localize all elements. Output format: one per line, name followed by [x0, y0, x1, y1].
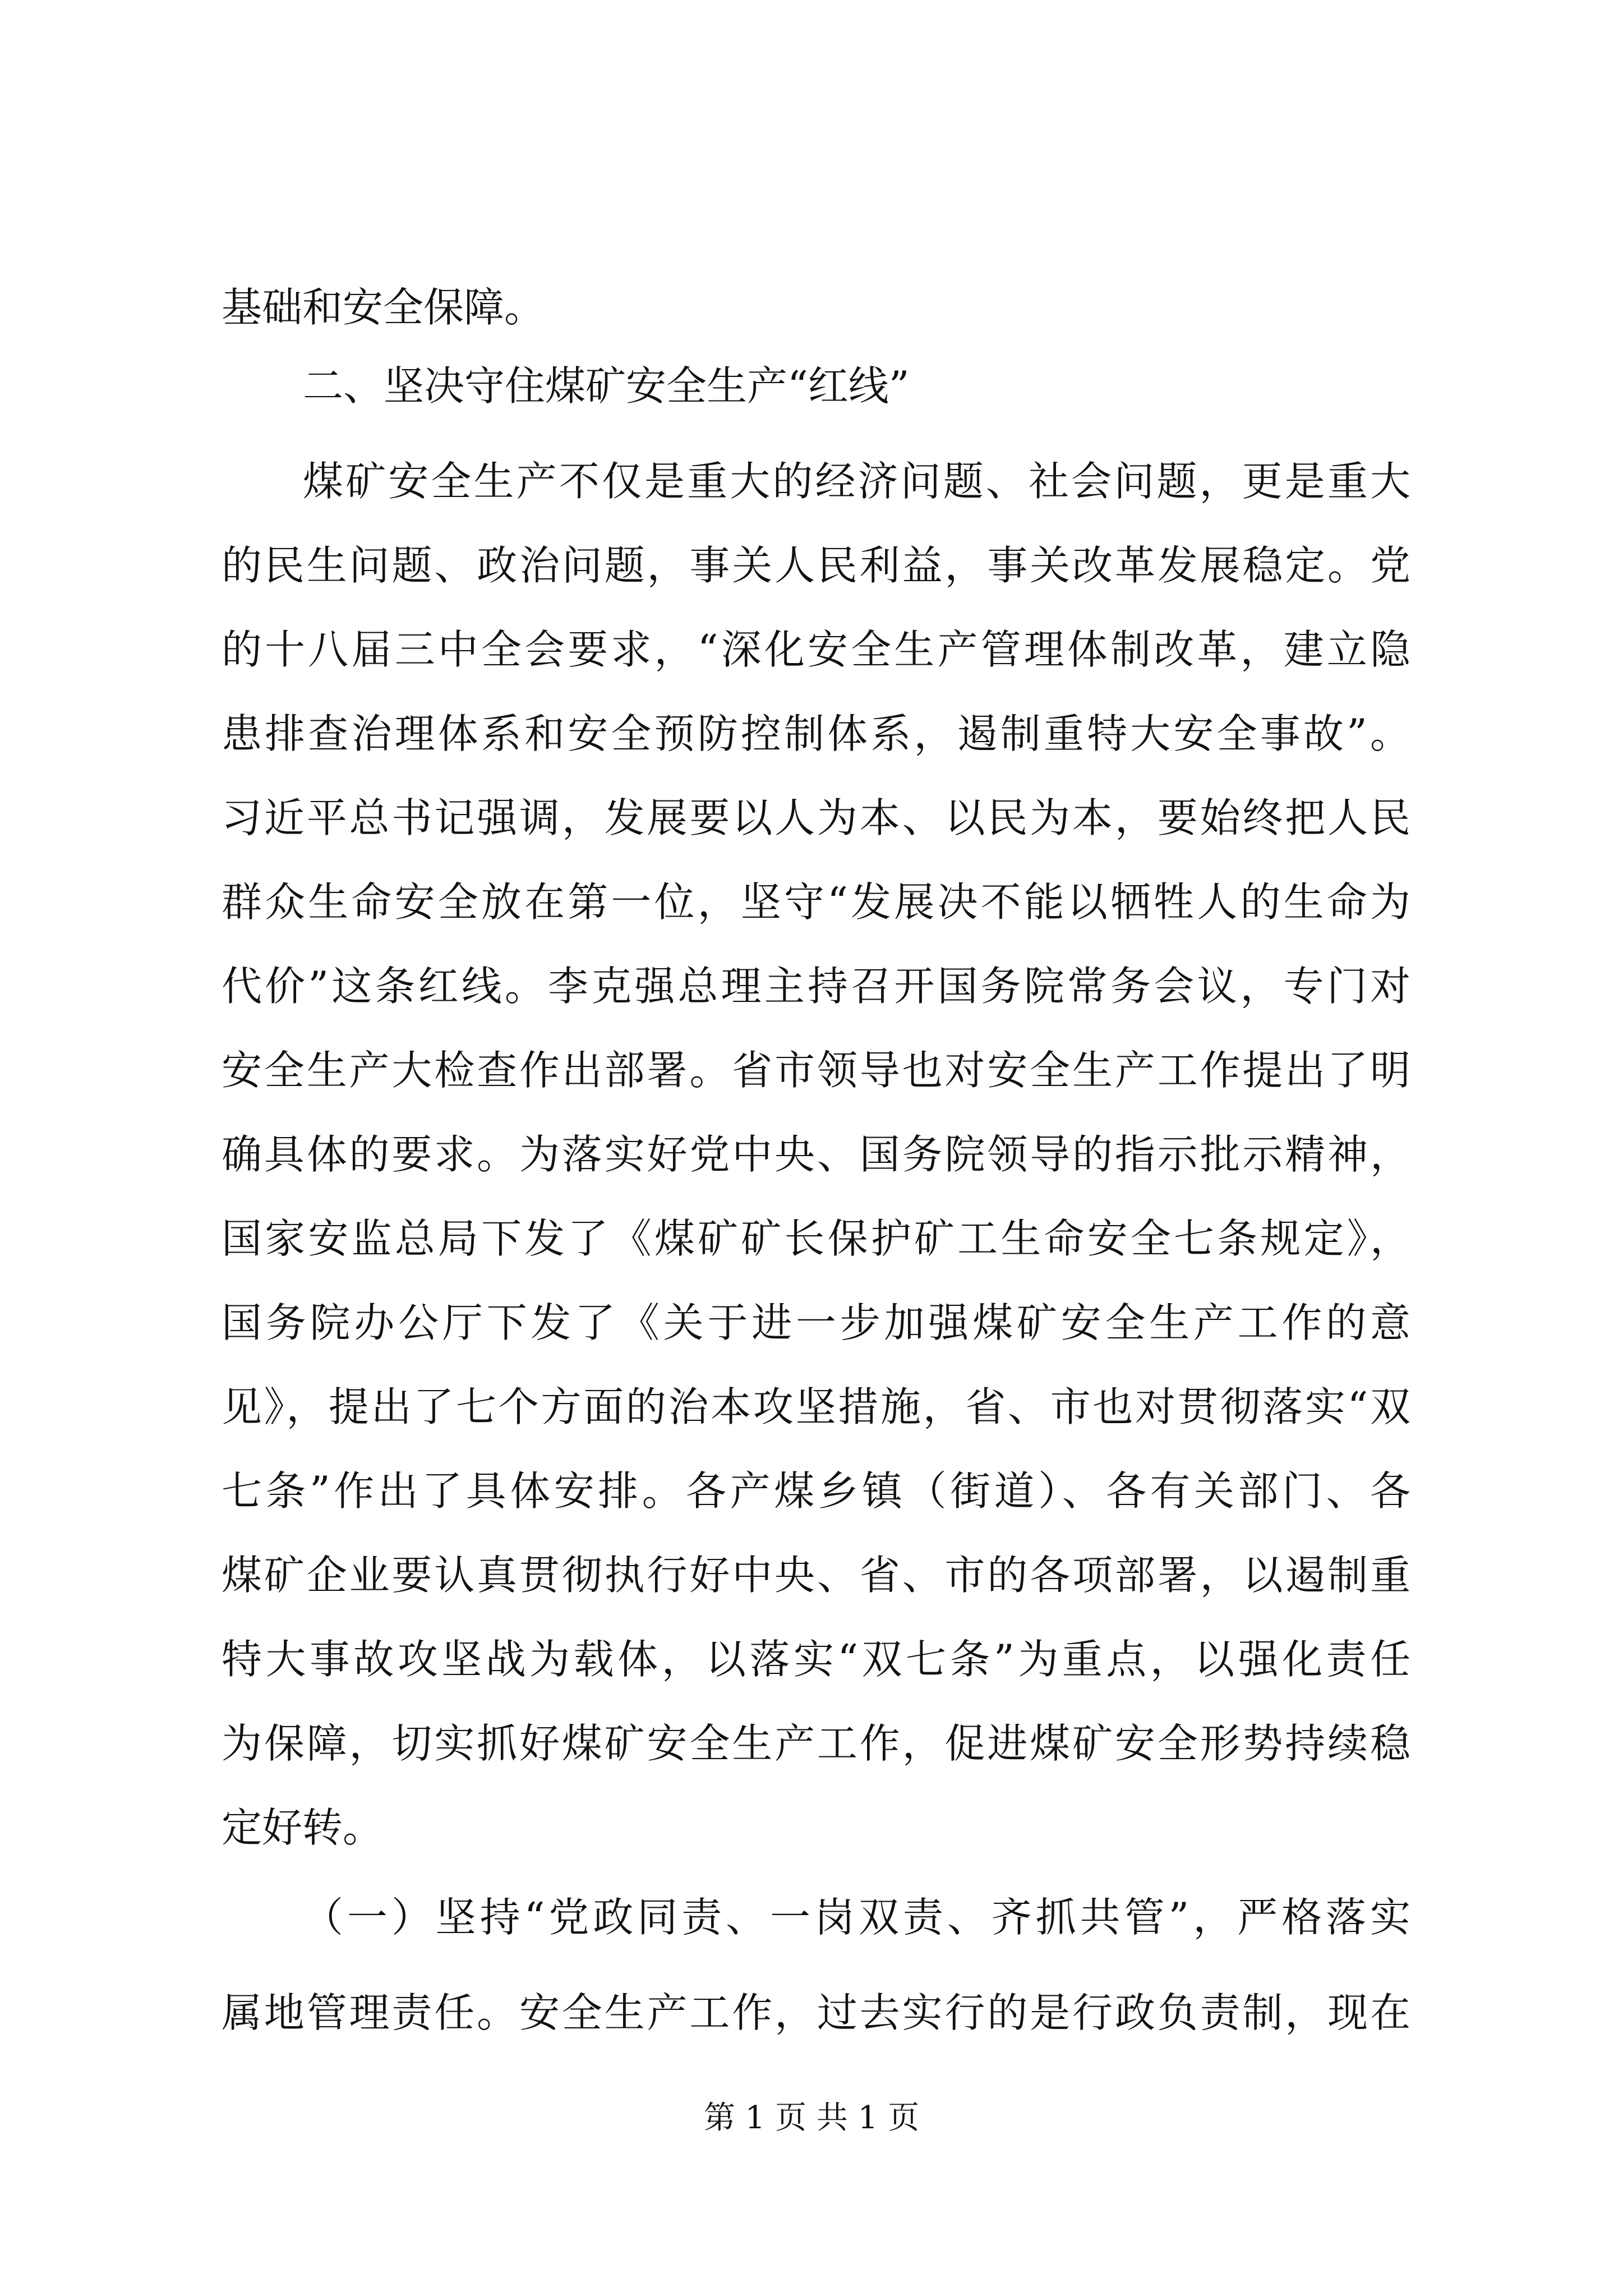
- text-line: 确具体的要求。为落实好党中央、国务院领导的指示批示精神，: [222, 1131, 1410, 1178]
- page-number: 第 1 页 共 1 页: [703, 2100, 920, 2136]
- section-heading: 二、坚决守住煤矿安全生产“红线”: [303, 362, 910, 409]
- text-line: 煤矿企业要认真贯彻执行好中央、省、市的各项部署，以遏制重: [222, 1552, 1410, 1599]
- text-line: 的民生问题、政治问题，事关人民利益，事关改革发展稳定。党: [222, 542, 1410, 589]
- text-line: 为保障，切实抓好煤矿安全生产工作，促进煤矿安全形势持续稳: [222, 1720, 1410, 1767]
- text-line: 代价”这条红线。李克强总理主持召开国务院常务会议，专门对: [222, 963, 1410, 1010]
- text-line: 定好转。: [222, 1804, 384, 1851]
- text-line: 安全生产大检查作出部署。省市领导也对安全生产工作提出了明: [222, 1047, 1410, 1094]
- text-line: 患排查治理体系和安全预防控制体系，遏制重特大安全事故”。: [222, 710, 1410, 757]
- text-line: 七条”作出了具体安排。各产煤乡镇（街道）、各有关部门、各: [222, 1467, 1410, 1515]
- text-line: 煤矿安全生产不仅是重大的经济问题、社会问题，更是重大: [303, 458, 1410, 505]
- text-line: 群众生命安全放在第一位，坚守“发展决不能以牺牲人的生命为: [222, 878, 1410, 926]
- subsection-heading: （一）坚持“党政同责、一岗双责、齐抓共管”，严格落实: [303, 1894, 1410, 1941]
- text-line: 基础和安全保障。: [222, 284, 545, 331]
- text-line: 国务院办公厅下发了《关于进一步加强煤矿安全生产工作的意: [222, 1299, 1410, 1346]
- text-line: 见》，提出了七个方面的治本攻坚措施，省、市也对贯彻落实“双: [222, 1383, 1410, 1430]
- text-line: 国家安监总局下发了《煤矿矿长保护矿工生命安全七条规定》，: [222, 1215, 1410, 1262]
- text-line: 的十八届三中全会要求，“深化安全生产管理体制改革，建立隐: [222, 626, 1410, 673]
- text-line: 习近平总书记强调，发展要以人为本、以民为本，要始终把人民: [222, 794, 1410, 841]
- text-line: 属地管理责任。安全生产工作，过去实行的是行政负责制，现在: [222, 1989, 1410, 2036]
- text-line: 特大事故攻坚战为载体，以落实“双七条”为重点，以强化责任: [222, 1636, 1410, 1683]
